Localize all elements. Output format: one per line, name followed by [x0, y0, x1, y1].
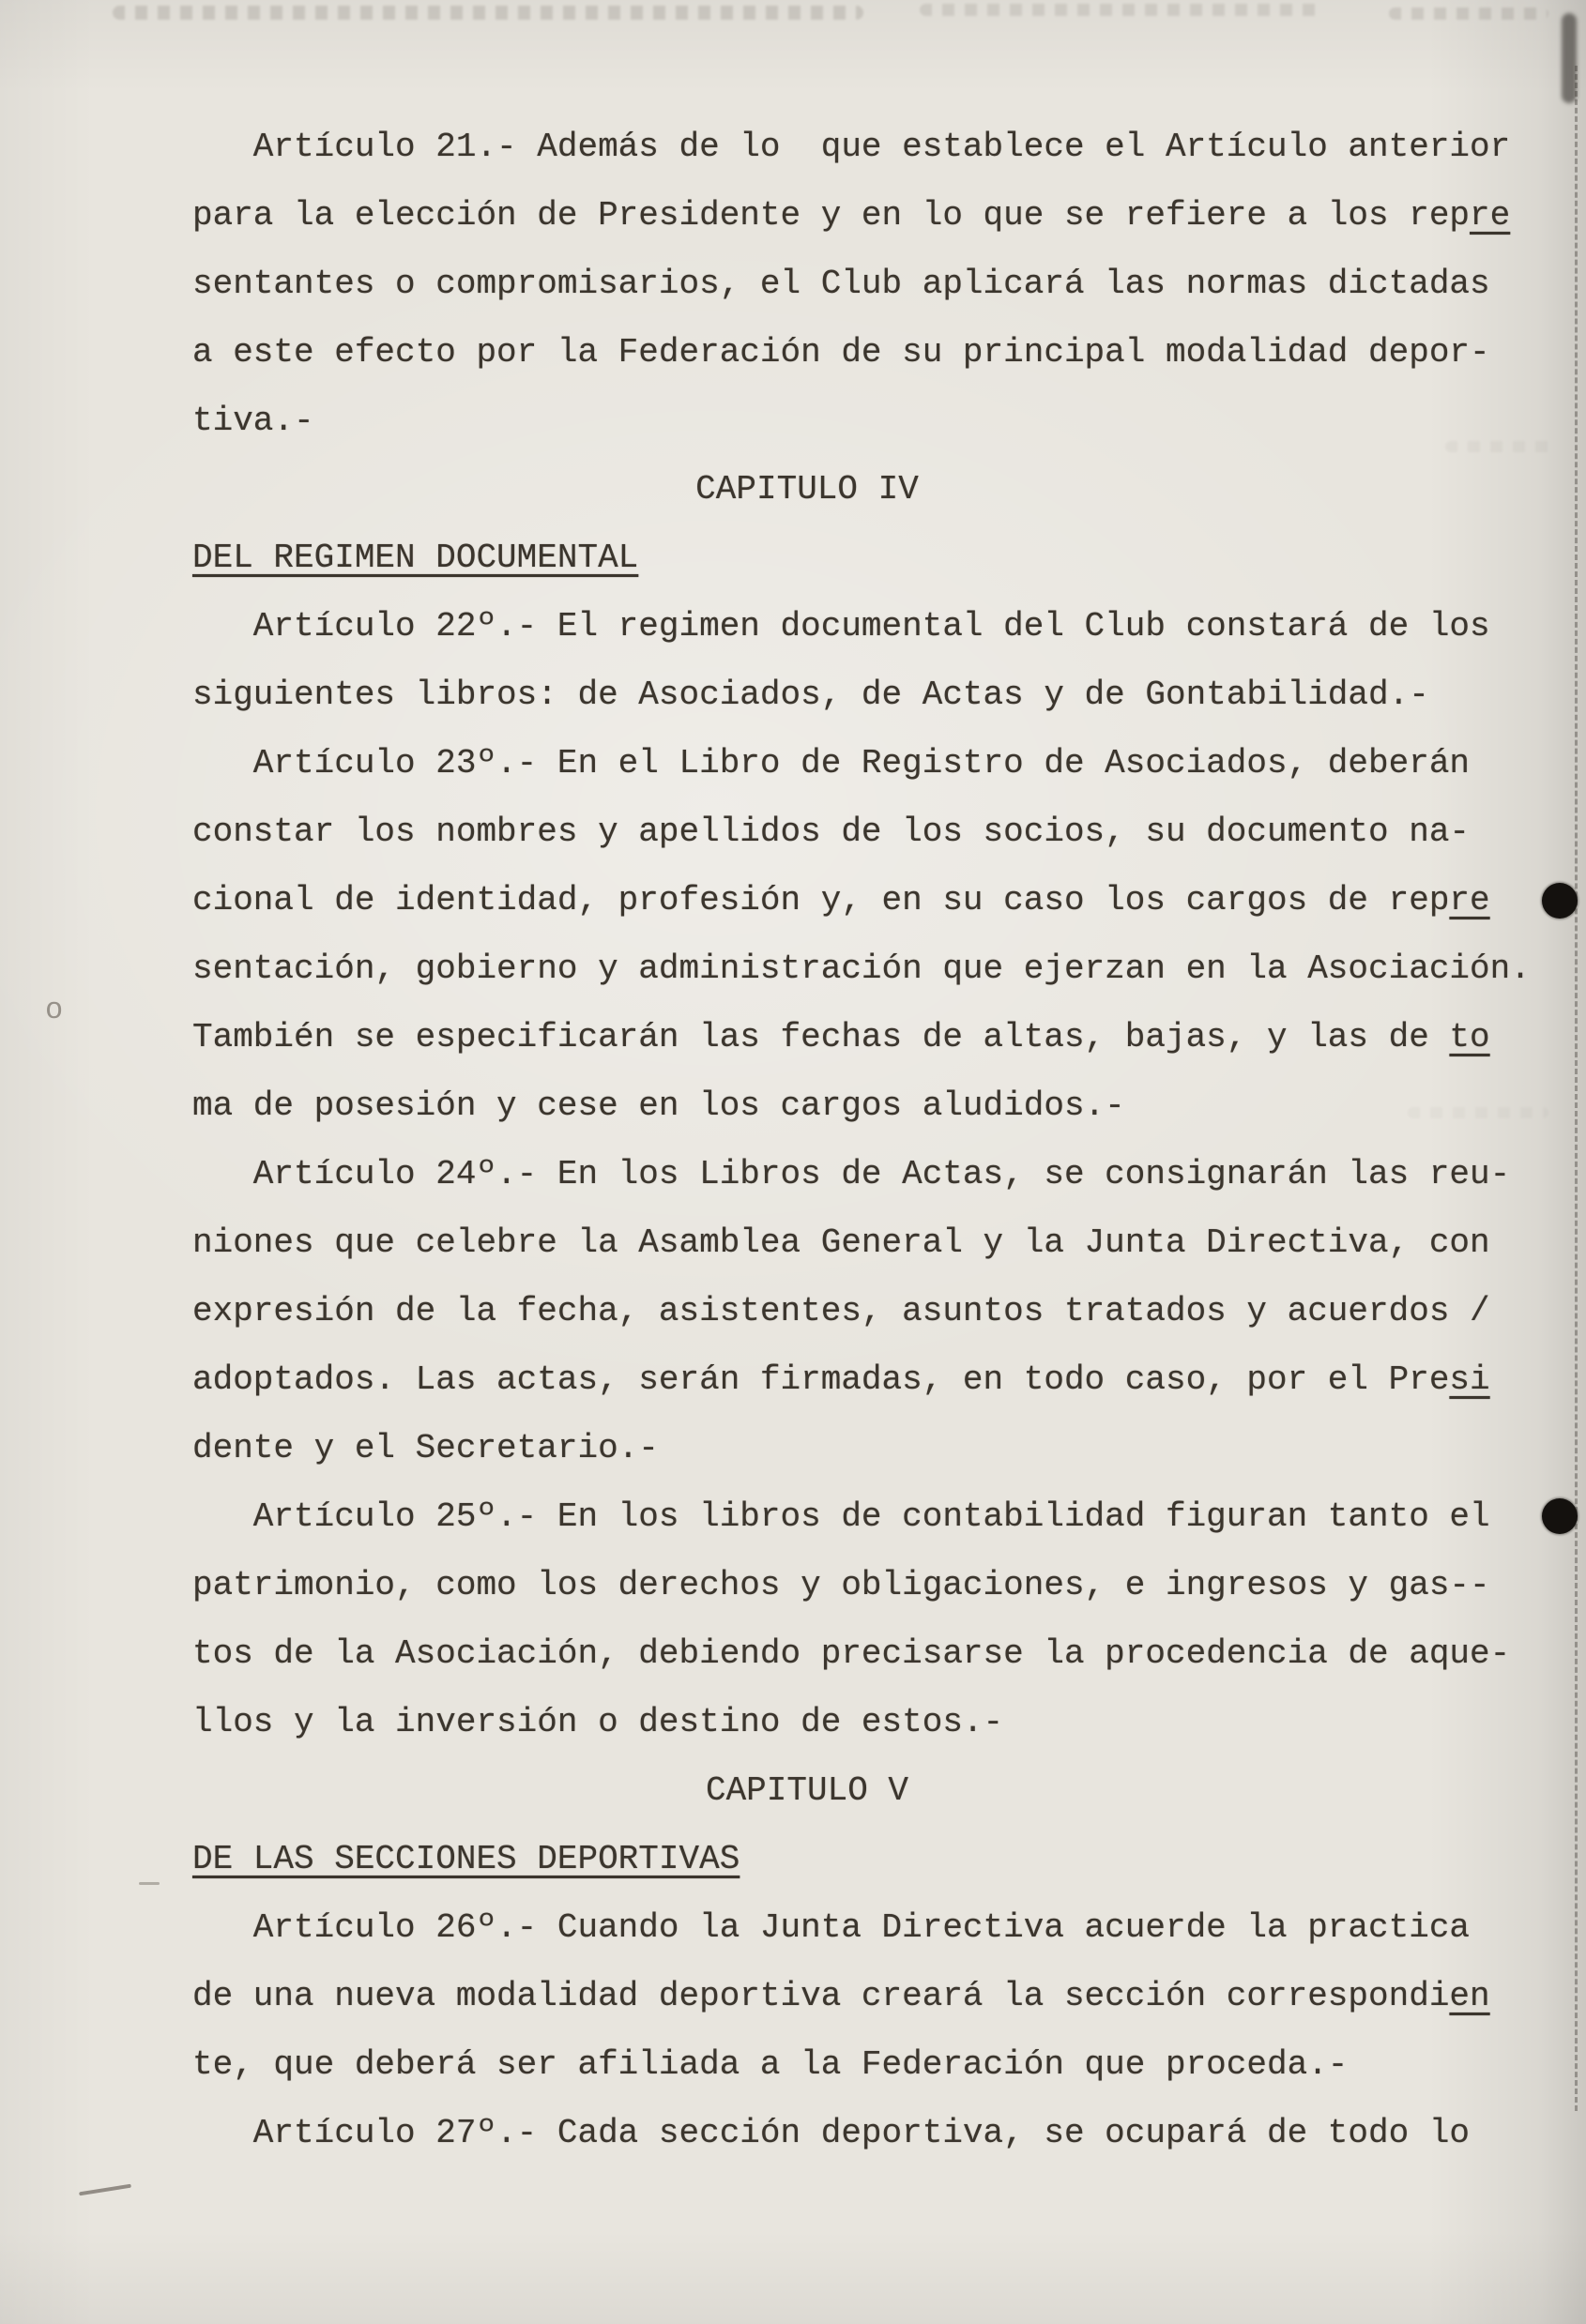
articulo-24 [192, 1140, 1563, 1482]
continuation-underline: re [1470, 196, 1511, 235]
text-line: sentantes o compromisarios, el Club aplicará las normas dictadas [192, 265, 1490, 303]
page-edge-artifact [1575, 66, 1578, 2111]
section-heading-text: DEL REGIMEN DOCUMENTAL [192, 539, 639, 577]
bleedthrough-artifact [1389, 8, 1548, 20]
chapter-title-capitulo-iv: CAPITULO IV [695, 470, 919, 509]
text-line: Artículo 23º.- En el Libro de Registro de Asociados, deberán [192, 744, 1471, 782]
text-line: Artículo 25º.- En los libros de contabilidad figuran tanto el [192, 1497, 1490, 1536]
articulo-22 [192, 592, 1563, 729]
margin-tick-artifact [139, 1882, 160, 1885]
text-line: También se especificarán las fechas de altas, bajas, y las de to [192, 1018, 1490, 1056]
ink-blot-artifact [1542, 1498, 1578, 1534]
text-line: a este efecto por la Federación de su principal modalidad depor- [192, 333, 1490, 372]
text-line: Artículo 27º.- Cada sección deportiva, se ocupará de todo lo [192, 2114, 1471, 2152]
text-line: cional de identidad, profesión y, en su caso los cargos de repre [192, 881, 1490, 919]
text-line: ma de posesión y cese en los cargos aludidos.- [192, 1086, 1125, 1125]
stray-dash-artifact [79, 2184, 131, 2196]
articulo-21 [192, 113, 1563, 455]
text-line: de una nueva modalidad deportiva creará la sección correspondien [192, 1977, 1490, 2015]
text-line: constar los nombres y apellidos de los socios, su documento na- [192, 813, 1471, 851]
bleedthrough-artifact [920, 4, 1323, 16]
articulo-26 [192, 1893, 1563, 2099]
text-line: tos de la Asociación, debiendo precisarse la procedencia de aque- [192, 1634, 1511, 1673]
text-line: llos y la inversión o destino de estos.- [192, 1703, 1004, 1741]
text-line: Artículo 22º.- El regimen documental del Club constará de los [192, 607, 1490, 646]
text-line: sentación, gobierno y administración que ejerzan en la Asociación. [192, 949, 1531, 988]
continuation-underline: to [1449, 1018, 1490, 1056]
continuation-underline: en [1449, 1977, 1490, 2015]
text-line: Artículo 24º.- En los Libros de Actas, se consignarán las reu- [192, 1155, 1511, 1193]
articulo-27 [192, 2099, 1563, 2167]
text-line: siguientes libros: de Asociados, de Actas y de Gontabilidad.- [192, 676, 1429, 714]
continuation-underline: re [1449, 881, 1490, 919]
continuation-underline: si [1449, 1360, 1490, 1399]
text-line: Artículo 26º.- Cuando la Junta Directiva acuerde la practica [192, 1908, 1471, 1947]
text-line: adoptados. Las actas, serán firmadas, en todo caso, por el Presi [192, 1360, 1490, 1399]
text-line: patrimonio, como los derechos y obligaciones, e ingresos y gas-- [192, 1566, 1490, 1604]
section-heading-de-las-secciones-deportivas [192, 1825, 1563, 1893]
text-line: expresión de la fecha, asistentes, asuntos tratados y acuerdos / [192, 1292, 1490, 1330]
ink-blot-artifact [1542, 883, 1578, 919]
articulo-23 [192, 729, 1563, 1140]
document-text [192, 113, 1563, 2167]
text-line: dente y el Secretario.- [192, 1429, 659, 1467]
section-heading-del-regimen-documental [192, 524, 1563, 592]
section-heading-text: DE LAS SECCIONES DEPORTIVAS [192, 1840, 740, 1878]
text-line: te, que deberá ser afiliada a la Federación que proceda.- [192, 2045, 1349, 2084]
text-line: niones que celebre la Asamblea General y la Junta Directiva, con [192, 1223, 1490, 1262]
margin-mark-artifact: o [45, 993, 64, 1027]
bleedthrough-artifact [113, 6, 863, 20]
text-line: Artículo 21.- Además de lo que establece el Artículo anterior [192, 128, 1511, 166]
text-line: tiva.- [192, 402, 314, 440]
chapter-title-capitulo-v: CAPITULO V [705, 1771, 909, 1810]
articulo-25 [192, 1482, 1563, 1756]
text-line: para la elección de Presidente y en lo que se refiere a los repre [192, 196, 1511, 235]
